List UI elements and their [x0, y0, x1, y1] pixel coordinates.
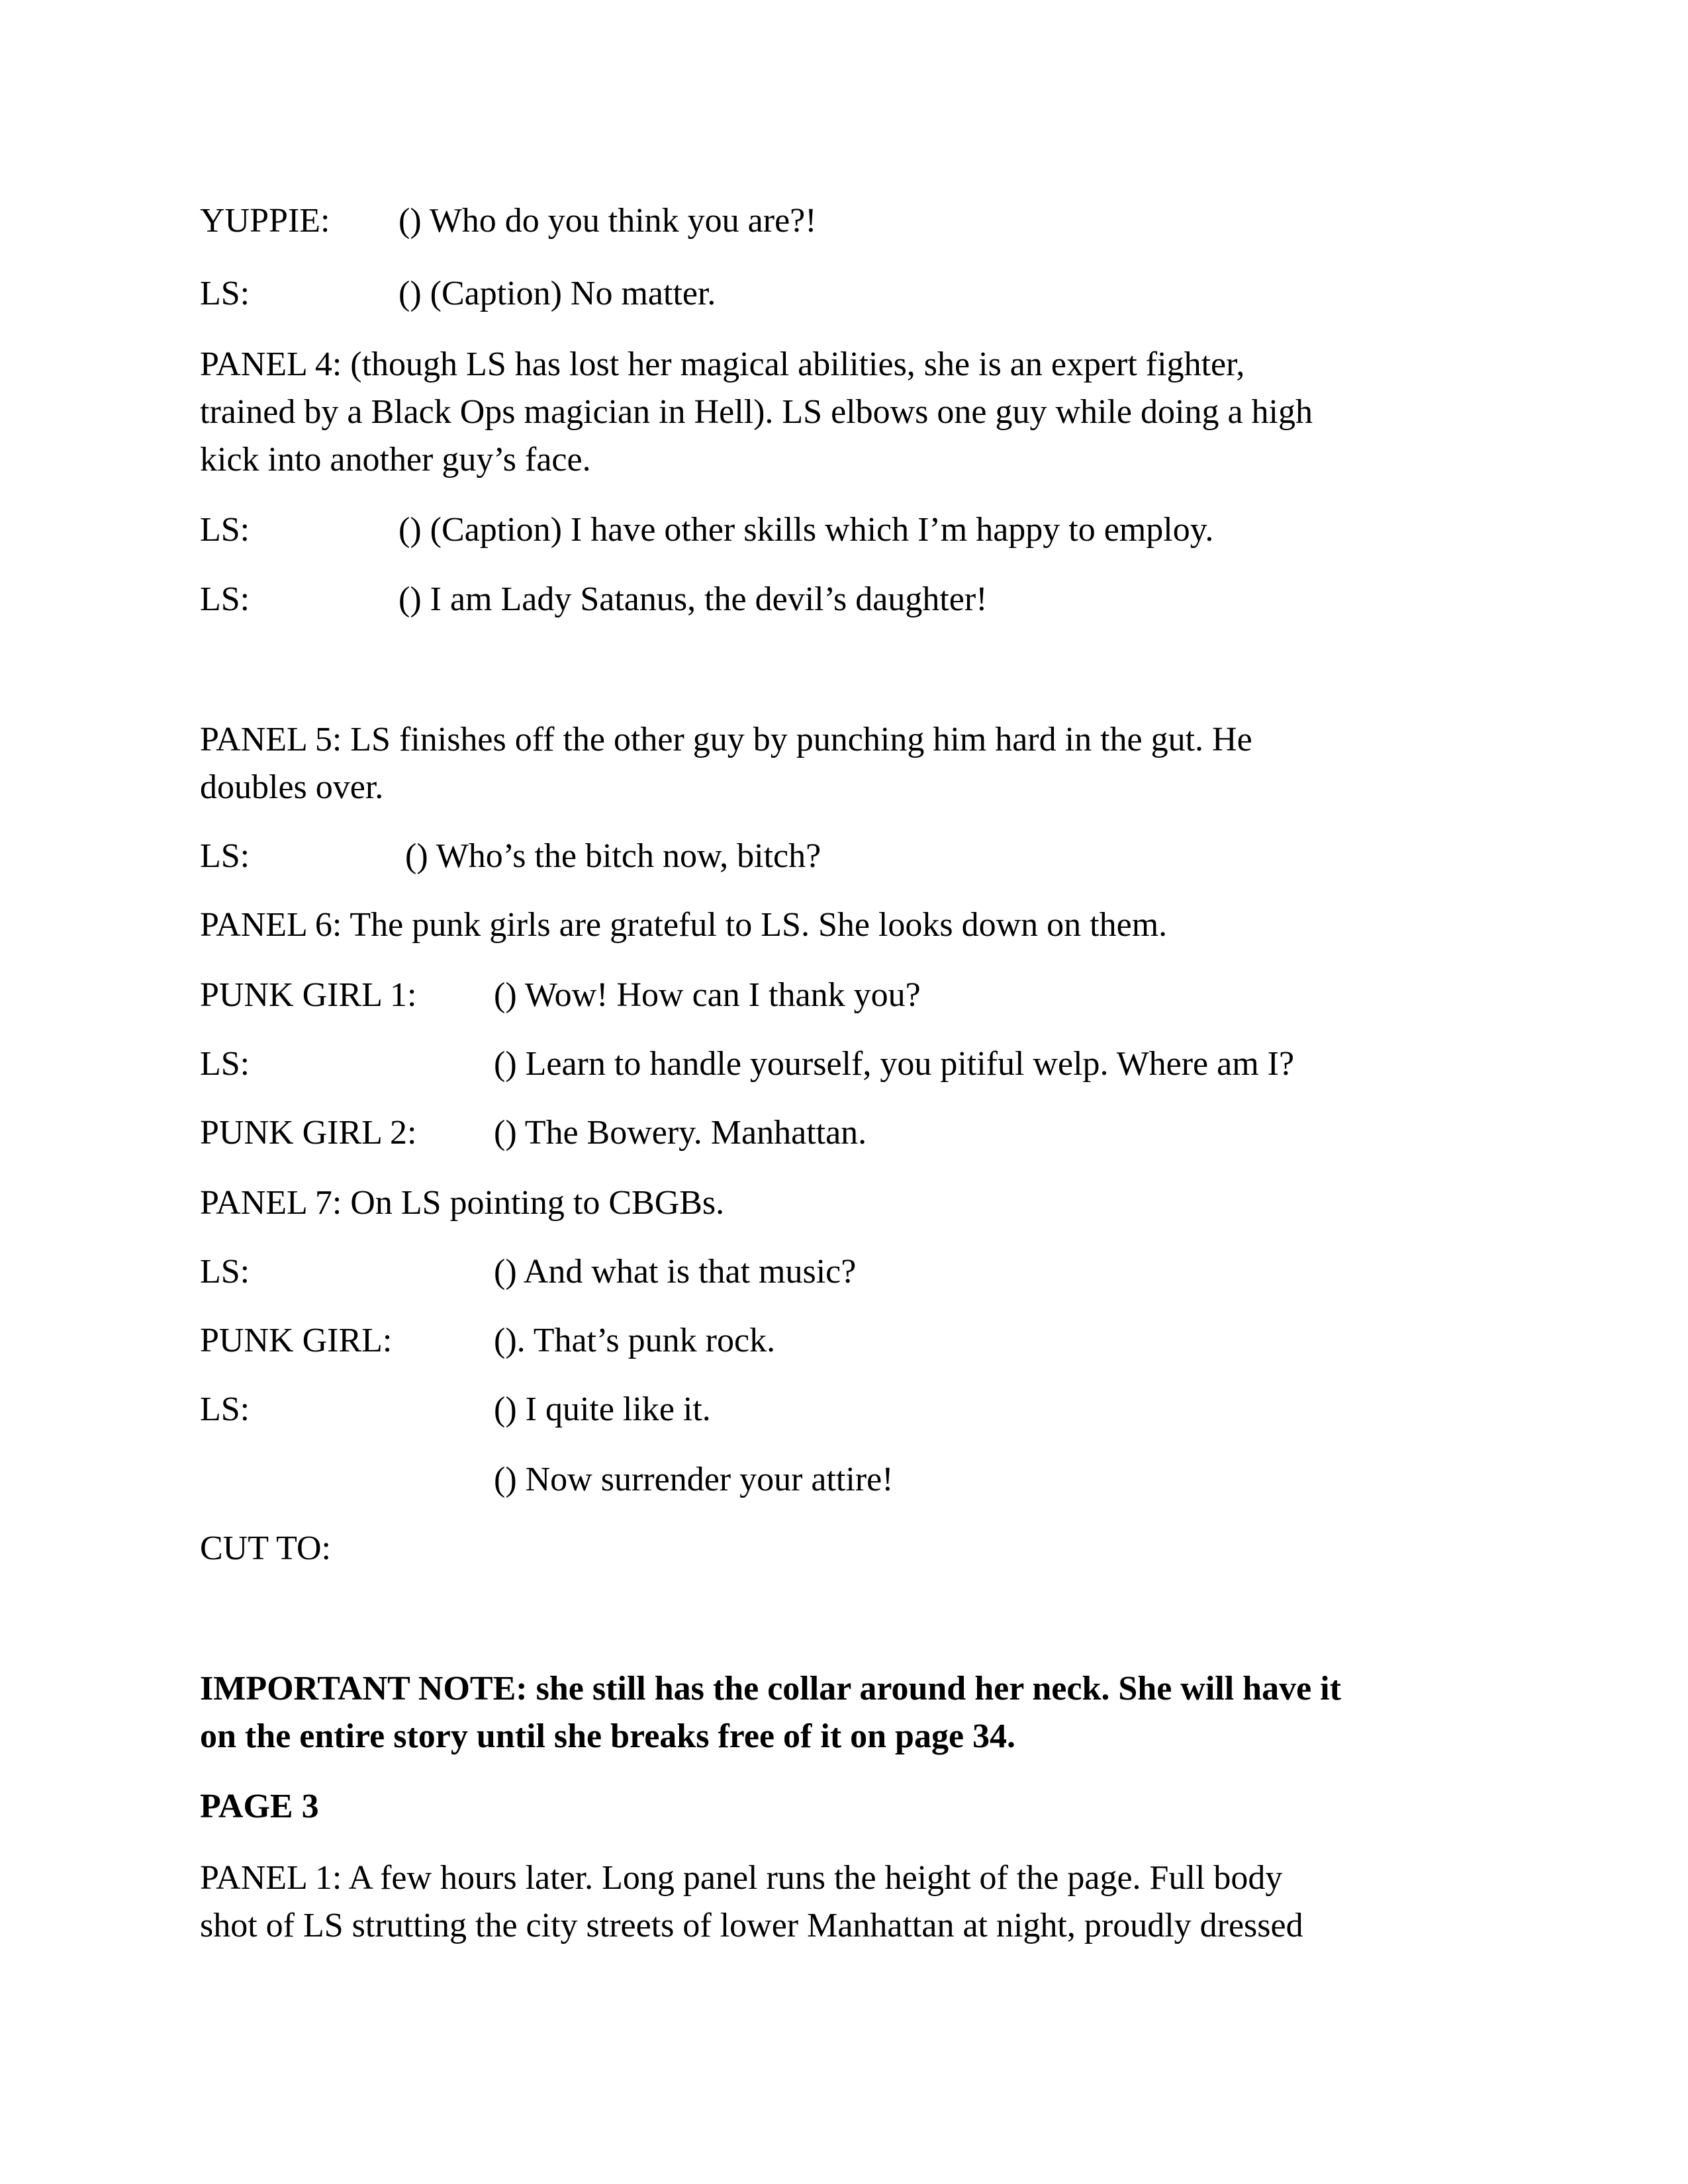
panel-description-line: PANEL 4: (though LS has lost her magical abilities, she is an expert fighter, [200, 345, 1245, 383]
speaker-label: LS: [200, 1253, 250, 1291]
dialogue-line: () Who do you think you are?! [399, 202, 817, 240]
dialogue-line: () The Bowery. Manhattan. [494, 1114, 867, 1152]
panel-description-line: PANEL 1: A few hours later. Long panel runs the height of the page. Full body [200, 1859, 1283, 1897]
speaker-label: PUNK GIRL: [200, 1322, 393, 1359]
dialogue-line: (). That’s punk rock. [494, 1322, 776, 1359]
speaker-label: PUNK GIRL 1: [200, 976, 417, 1014]
dialogue-line: () I am Lady Satanus, the devil’s daughter! [399, 580, 988, 618]
panel-description-line: PANEL 5: LS finishes off the other guy by punching him hard in the gut. He [200, 721, 1252, 758]
panel-description-line: doubles over. [200, 768, 384, 806]
speaker-label: LS: [200, 837, 250, 875]
speaker-label: YUPPIE: [200, 202, 330, 240]
panel-description-line: PANEL 7: On LS pointing to CBGBs. [200, 1184, 725, 1222]
panel-description-line: trained by a Black Ops magician in Hell). LS elbows one guy while doing a high [200, 393, 1313, 431]
page-heading: PAGE 3 [200, 1788, 319, 1825]
important-note-line: IMPORTANT NOTE: she still has the collar around her neck. She will have it [200, 1670, 1341, 1707]
transition-label: CUT TO: [200, 1529, 331, 1567]
panel-description-line: kick into another guy’s face. [200, 441, 591, 478]
dialogue-line: () Now surrender your attire! [494, 1461, 894, 1498]
speaker-label: LS: [200, 511, 250, 549]
dialogue-line: () I quite like it. [494, 1390, 711, 1428]
speaker-label: LS: [200, 580, 250, 618]
speaker-label: LS: [200, 275, 250, 312]
dialogue-line: () And what is that music? [494, 1253, 857, 1291]
panel-description-line: PANEL 6: The punk girls are grateful to LS. She looks down on them. [200, 906, 1168, 944]
speaker-label: PUNK GIRL 2: [200, 1114, 417, 1152]
speaker-label: LS: [200, 1045, 250, 1083]
panel-description-line: shot of LS strutting the city streets of lower Manhattan at night, proudly dressed [200, 1907, 1303, 1944]
speaker-label: LS: [200, 1390, 250, 1428]
dialogue-line: () (Caption) No matter. [399, 275, 716, 312]
dialogue-line: () (Caption) I have other skills which I’m happy to employ. [399, 511, 1214, 549]
dialogue-line: () Learn to handle yourself, you pitiful welp. Where am I? [494, 1045, 1295, 1083]
important-note-line: on the entire story until she breaks free of it on page 34. [200, 1717, 1016, 1755]
dialogue-line: () Wow! How can I thank you? [494, 976, 921, 1014]
dialogue-line: () Who’s the bitch now, bitch? [405, 837, 821, 875]
